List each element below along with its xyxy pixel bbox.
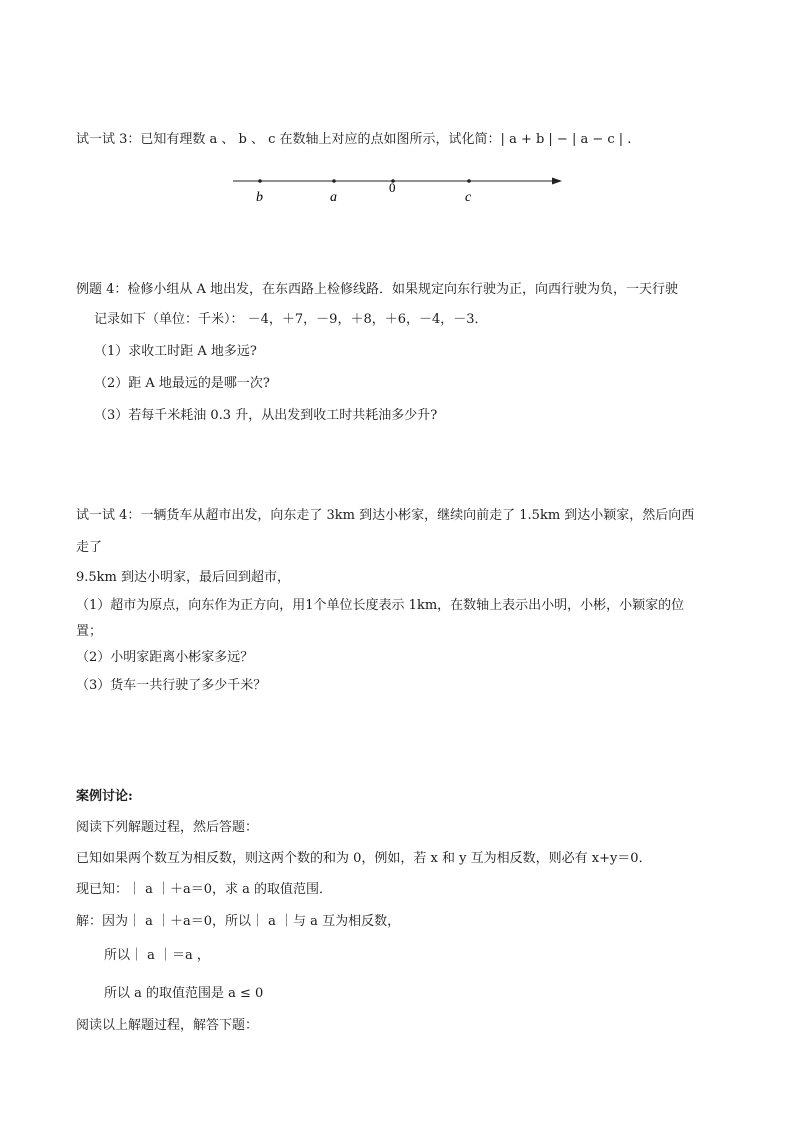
number-line-arrow — [552, 178, 562, 185]
try4-q1a: （1）超市为原点，向东作为正方向，用1个单位长度表示 1km，在数轴上表示出小明，小彬，小颖家的位 — [76, 598, 685, 613]
case-line7: 阅读以上解题过程，解答下题： — [76, 1018, 259, 1033]
example4-q1: （1）求收工时距 A 地多远? — [94, 344, 257, 359]
try4-line3: 9.5km 到达小明家，最后回到超市， — [76, 570, 291, 585]
point-b — [258, 179, 262, 183]
example4-q3: （3）若每千米耗油 0.3 升，从出发到收工时共耗油多少升? — [94, 408, 438, 423]
example4-line2: 记录如下（单位：千米）： －4，＋7，－9，＋8，＋6，－4，－3． — [94, 312, 488, 327]
label-a: a — [330, 190, 337, 205]
try4-q1b: 置； — [76, 624, 103, 639]
try4-line2: 走了 — [76, 540, 103, 555]
point-c — [467, 179, 471, 183]
case-line6: 所以 a 的取值范围是 a ≤ 0 — [104, 986, 264, 1001]
label-zero: 0 — [389, 180, 396, 195]
case-line1: 阅读下列解题过程，然后答题： — [76, 820, 259, 835]
case-line5: 所以｜ a ｜＝a ， — [104, 948, 210, 963]
case-line2: 已知如果两个数互为相反数，则这两个数的和为 0，例如，若 x 和 y 互为相反数，则必有 x+y＝0． — [76, 851, 652, 866]
case-line4: 解：因为｜ a ｜＋a＝0，所以｜ a ｜与 a 互为相反数， — [76, 914, 401, 929]
example4-line1: 例题 4：检修小组从 A 地出发，在东西路上检修线路．如果规定向东行驶为正，向西行驶为负，一天行驶 — [76, 282, 679, 297]
example4-q2: （2）距 A 地最远的是哪一次? — [94, 376, 270, 391]
case-title: 案例讨论: — [76, 789, 133, 804]
case-line3: 现已知：｜ a ｜＋a＝0，求 a 的取值范围． — [76, 882, 333, 897]
try4-line1: 试一试 4：一辆货车从超市出发，向东走了 3km 到达小彬家，继续向前走了 1.5km 到达小颖家，然后向西 — [76, 508, 695, 523]
label-b: b — [256, 190, 263, 205]
try4-q2: （2）小明家距离小彬家多远？ — [76, 650, 254, 665]
try3-text: 试一试 3：已知有理数 a 、 b 、 c 在数轴上对应的点如图所示，试化简：| a + b | − | a − c | . — [76, 132, 632, 147]
label-c: c — [465, 190, 472, 205]
point-a — [332, 179, 336, 183]
try4-q3: （3）货车一共行驶了多少千米？ — [76, 678, 267, 693]
